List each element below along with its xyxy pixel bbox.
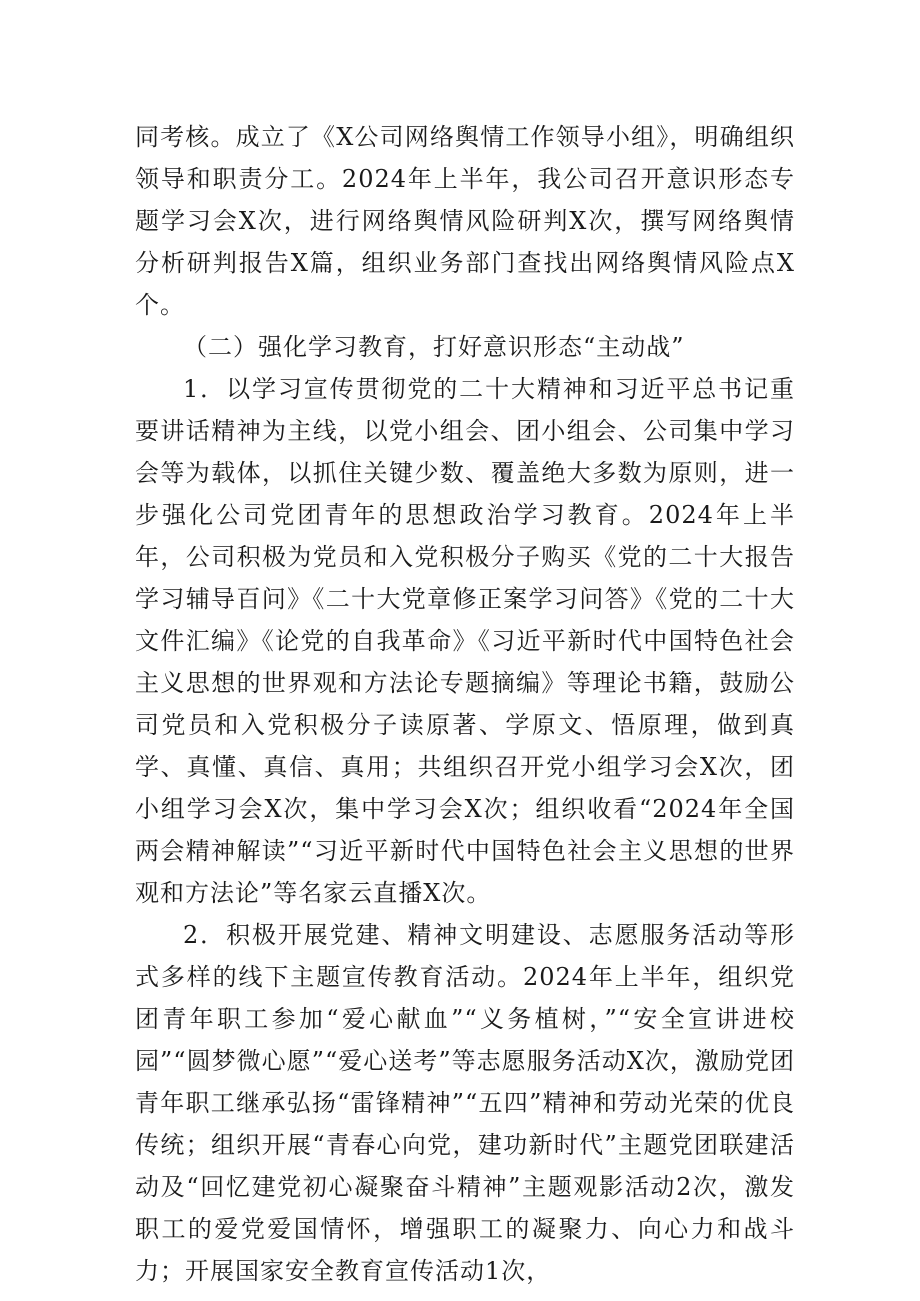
document-body [135,116,795,1292]
paragraph-item-1: 1．以学习宣传贯彻党的二十大精神和习近平总书记重要讲话精神为主线，以党小组会、团小组会、公司集中学习会等为载体，以抓住关键少数、覆盖绝大多数为原则，进一步强化公司党团青年的思想政治学习教育。2024年上半年，公司积极为党员和入党积极分子购买《党的二十大报告学习辅导百问》《二十大党章修正案学习问答》《党的二十大文件汇编》《论党的自我革命》《习近平新时代中国特色社会主义思想的世界观和方法论专题摘编》等理论书籍，鼓励公司党员和入党积极分子读原著、学原文、悟原理，做到真学、真懂、真信、真用；共组织召开党小组学习会X次，团小组学习会X次，集中学习会X次；组织收看“2024年全国两会精神解读”“习近平新时代中国特色社会主义思想的世界观和方法论”等名家云直播X次。 [135,375,795,907]
paragraph-item-2: 2．积极开展党建、精神文明建设、志愿服务活动等形式多样的线下主题宣传教育活动。2024年上半年，组织党团青年职工参加“爱心献血”“义务植树，”“安全宣讲进校园”“圆梦微心愿”“爱心送考”等志愿服务活动X次，激励党团青年职工继承弘扬“雷锋精神”“五四”精神和劳动光荣的优良传统；组织开展“青春心向党，建功新时代”主题党团联建活动及“回忆建党初心凝聚奋斗精神”主题观影活动2次，激发职工的爱党爱国情怀，增强职工的凝聚力、向心力和战斗力；开展国家安全教育宣传活动1次， [135,921,795,1285]
paragraph-continuation: 同考核。成立了《X公司网络舆情工作领导小组》，明确组织领导和职责分工。2024年上半年，我公司召开意识形态专题学习会X次，进行网络舆情风险研判X次，撰写网络舆情分析研判报告X篇，组织业务部门查找出网络舆情风险点X个。 [135,123,795,319]
section-heading: （二）强化学习教育，打好意识形态“主动战” [183,333,685,361]
